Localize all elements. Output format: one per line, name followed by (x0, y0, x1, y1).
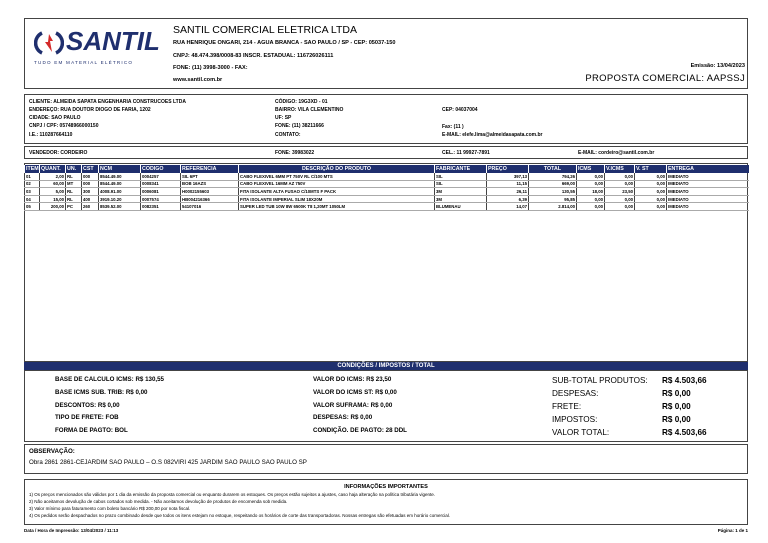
client-cep: CEP: 04037004 (442, 107, 478, 113)
total-label: DESPESAS: (552, 389, 599, 398)
table-cell: 0,00 (577, 173, 605, 180)
total-value: R$ 4.503,66 (662, 428, 707, 437)
table-row (25, 188, 749, 196)
conditions-header: CONDIÇÕES / IMPOSTOS / TOTAL (24, 362, 748, 370)
table-cell: BOB 16AZS (181, 180, 239, 188)
table-cell: HB004216366 (181, 195, 239, 203)
table-cell: 0004257 (141, 173, 181, 180)
table-cell: 15,00 (40, 195, 66, 203)
info-line: 1) Os preços mencionados são válidos por 1 dia da emissão da proposta comercial ou enquanto durarem os estoques. Os preços estão sujeitos a ajustes, caso haja alteração na política tributária vigente. (29, 492, 435, 497)
table-cell: 26,11 (487, 188, 529, 196)
items-table (24, 165, 749, 211)
table-cell: 000 (82, 173, 99, 180)
table-cell: IMEDIATO (667, 203, 749, 211)
client-fax: Fax: (11 ) (442, 124, 464, 130)
seller-phone: FONE: 39983022 (275, 150, 315, 156)
col-header: CODIGO (141, 165, 181, 173)
table-cell: 14,07 (487, 203, 529, 211)
table-cell: 6,39 (487, 195, 529, 203)
payment-condition: CONDIÇÃO. DE PAGTO: 28 DDL (313, 427, 407, 434)
table-cell: 0,00 (635, 195, 667, 203)
table-cell: 8544.49.00 (99, 180, 141, 188)
total-value: R$ 0,00 (662, 415, 691, 424)
observation-label: OBSERVAÇÃO: (29, 448, 75, 455)
table-cell: 000 (82, 180, 99, 188)
total-value: R$ 0,00 (662, 389, 691, 398)
print-date: Data / Hora de Impressão: 13/04/2023 / 11:13 (24, 528, 119, 533)
table-cell: PC (66, 203, 82, 211)
table-cell: SIL 6PT (181, 173, 239, 180)
table-cell: FITA ISOLANTE ALTA FUSAO C/10MTS F PACK (239, 188, 435, 196)
table-cell: 130,55 (529, 188, 577, 196)
total-value: R$ 0,00 (662, 402, 691, 411)
table-cell: 2.814,00 (529, 203, 577, 211)
payment-form: FORMA DE PAGTO: BOL (55, 427, 128, 434)
total-value: R$ 4.503,66 (662, 376, 707, 385)
suframa-value: VALOR SUFRAMA: R$ 0,00 (313, 402, 393, 409)
table-cell: 0,00 (635, 173, 667, 180)
table-cell: 18,00 (577, 188, 605, 196)
col-header: REFERENCIA (181, 165, 239, 173)
table-cell: 0007574 (141, 195, 181, 203)
total-label: SUB-TOTAL PRODUTOS: (552, 376, 648, 385)
table-cell: 02 (25, 180, 40, 188)
table-cell: 0082351 (141, 203, 181, 211)
total-label: VALOR TOTAL: (552, 428, 610, 437)
table-cell: SIL (435, 173, 487, 180)
table-cell: SIL (435, 180, 487, 188)
proposal-number: PROPOSTA COMERCIAL: AAPSSJ (585, 73, 745, 84)
table-cell: 4008.91.00 (99, 188, 141, 196)
client-email: E-MAIL: elefe.lima@almeidasapata.com.br (442, 132, 543, 138)
client-ie: I.E.: 110287664110 (29, 132, 73, 138)
expenses-value: DESPESAS: R$ 0,00 (313, 414, 373, 421)
table-cell: 0,00 (605, 173, 635, 180)
table-row (25, 180, 749, 188)
table-cell: 05 (25, 203, 40, 211)
info-line: 3) Valor mínimo para faturamento com boleto bancário R$ 200,00 por nota fiscal. (29, 506, 191, 511)
items-header-row (25, 165, 749, 173)
table-cell: CABO FLEXIVEL 6MM PT 750V RL C/100 MTS (239, 173, 435, 180)
table-cell: 95,85 (529, 195, 577, 203)
table-row (25, 173, 749, 180)
table-cell: 60,00 (40, 180, 66, 188)
table-cell: SUPER LED TUB 10W 8W 6500K T8 1,20MT 1050LM (239, 203, 435, 211)
discounts: DESCONTOS: R$ 0,00 (55, 402, 120, 409)
icms-st-value: VALOR DO ICMS ST: R$ 0,00 (313, 389, 397, 396)
col-header: ITEM (26, 166, 39, 172)
col-header: V. ST (635, 165, 667, 173)
icms-value: VALOR DO ICMS: R$ 23,50 (313, 376, 392, 383)
table-cell: 400 (82, 195, 99, 203)
table-cell: MT (66, 180, 82, 188)
table-row (25, 195, 749, 203)
client-code: CÓDIGO: 19G3XD - 01 (275, 99, 328, 105)
table-cell: 04 (25, 195, 40, 203)
col-header: TOTAL (529, 165, 577, 173)
table-cell: 01 (25, 173, 40, 180)
col-header: ICMS (577, 165, 605, 173)
table-cell: 0,00 (635, 180, 667, 188)
col-header: DESCRIÇÃO DO PRODUTO (239, 165, 435, 173)
page-number: Página: 1 de 1 (717, 528, 748, 533)
table-cell: 54107016 (181, 203, 239, 211)
observation-text: Obra 2861 2861-CEJARDIM SAO PAULO – O.S 082VIRI 425 JARDIM SAO PAULO SAO PAULO SP (29, 459, 307, 466)
total-label: IMPOSTOS: (552, 415, 598, 424)
company-address: RUA HENRIQUE ONGARI, 214 - AGUA BRANCA - SAO PAULO / SP - CEP: 05037-150 (173, 40, 396, 46)
table-cell: 23,50 (605, 188, 635, 196)
info-line: 4) Os pedidos serão despachados no prazo combinado desde que todos os itens estejam no estoque, respeitando os horários de corte das transportadoras. Nossas entregas são efetuadas em horário comercial. (29, 513, 451, 518)
info-title: INFORMAÇÕES IMPORTANTES (344, 484, 428, 490)
table-cell: H0002155603 (181, 188, 239, 196)
seller-name: VENDEDOR: CORDEIRO (29, 150, 88, 156)
table-cell: 0,00 (577, 195, 605, 203)
base-icms: BASE DE CALCULO ICMS: R$ 130,55 (55, 376, 164, 383)
totals-labels (552, 374, 648, 439)
table-cell: 0,00 (577, 180, 605, 188)
client-contact: CONTATO: (275, 132, 301, 138)
client-cnpj: CNPJ / CPF: 05748966000150 (29, 123, 99, 129)
table-cell: CABO FLEXIVEL 16MM AZ 750V (239, 180, 435, 188)
client-address: ENDEREÇO: RUA DOUTOR DIOGO DE FARIA, 1202 (29, 107, 151, 113)
seller-email: E-MAIL: cordeiro@santil.com.br (578, 150, 655, 156)
table-cell: 200,00 (40, 203, 66, 211)
company-name: SANTIL COMERCIAL ELETRICA LTDA (173, 24, 357, 36)
table-cell: 260 (82, 203, 99, 211)
table-cell: 0,00 (605, 195, 635, 203)
table-cell: 0,00 (635, 203, 667, 211)
client-district: BAIRRO: VILA CLEMENTINO (275, 107, 344, 113)
table-cell: 0006081 (141, 188, 181, 196)
table-cell: 0,00 (577, 203, 605, 211)
client-name: CLIENTE: ALMEIDA SAPATA ENGENHARIA CONSTRUCOES LTDA (29, 99, 186, 105)
logo-name: SANTIL (66, 26, 160, 56)
table-cell: 5,00 (40, 188, 66, 196)
table-cell: 3M (435, 195, 487, 203)
table-cell: 0,00 (605, 180, 635, 188)
table-cell: 0,00 (605, 203, 635, 211)
table-cell: RL (66, 173, 82, 180)
table-cell: 2,00 (40, 173, 66, 180)
company-cnpj: CNPJ: 48.474.398/0008-83 INSCR. ESTADUAL: 116726026111 (173, 53, 334, 59)
table-cell: BLUMENAU (435, 203, 487, 211)
company-site: www.santil.com.br (173, 77, 223, 83)
table-cell: 0008341 (141, 180, 181, 188)
freight-type: TIPO DE FRETE: FOB (55, 414, 119, 421)
col-header: UN. (66, 165, 82, 173)
table-cell: 397,13 (487, 173, 529, 180)
table-cell: 8544.49.00 (99, 173, 141, 180)
base-icms-st: BASE ICMS SUB. TRIB: R$ 0,00 (55, 389, 148, 396)
table-row (25, 203, 749, 211)
santil-logo-icon (34, 30, 64, 56)
info-line: 2) Não aceitamos devolução de cabos cortados sob medida. - Não aceitamos devolução de produtos de encomenda sob medida. (29, 499, 288, 504)
total-label: FRETE: (552, 402, 582, 411)
table-cell: RL (66, 195, 82, 203)
table-cell: IMEDIATO (667, 188, 749, 196)
table-cell: RL (66, 188, 82, 196)
santil-logo (34, 26, 160, 74)
table-cell: 3M (435, 188, 487, 196)
table-cell: IMEDIATO (667, 195, 749, 203)
table-cell: IMEDIATO (667, 173, 749, 180)
table-cell: 0,00 (635, 188, 667, 196)
client-uf: UF: SP (275, 115, 292, 121)
table-cell: FITA ISOLANTE IMPERIAL SLIM 18X20M (239, 195, 435, 203)
seller-cell: CEL.: 11 99927-7891 (442, 150, 490, 156)
client-phone: FONE: (11) 38211666 (275, 123, 324, 129)
col-header: CST (82, 165, 99, 173)
col-header: V.ICMS (605, 165, 635, 173)
table-cell: 300 (82, 188, 99, 196)
table-cell: IMEDIATO (667, 180, 749, 188)
company-phone: FONE: (11) 3998-3000 - FAX: (173, 65, 248, 71)
logo-tagline: TUDO EM MATERIAL ELÉTRICO (34, 60, 134, 65)
col-header: ENTREGA (667, 165, 749, 173)
col-header: NCM (99, 165, 141, 173)
table-cell: 3919.10.20 (99, 195, 141, 203)
table-cell: 8539.52.00 (99, 203, 141, 211)
table-cell: 794,26 (529, 173, 577, 180)
table-cell: 03 (25, 188, 40, 196)
totals-values (662, 374, 707, 439)
emission-date: Emissão: 13/04/2023 (690, 63, 745, 69)
col-header: PREÇO (487, 165, 529, 173)
col-header: FABRICANTE (435, 165, 487, 173)
table-cell: 669,00 (529, 180, 577, 188)
table-cell: 11,15 (487, 180, 529, 188)
client-city: CIDADE: SAO PAULO (29, 115, 81, 121)
col-header: QUANT. (40, 165, 66, 173)
